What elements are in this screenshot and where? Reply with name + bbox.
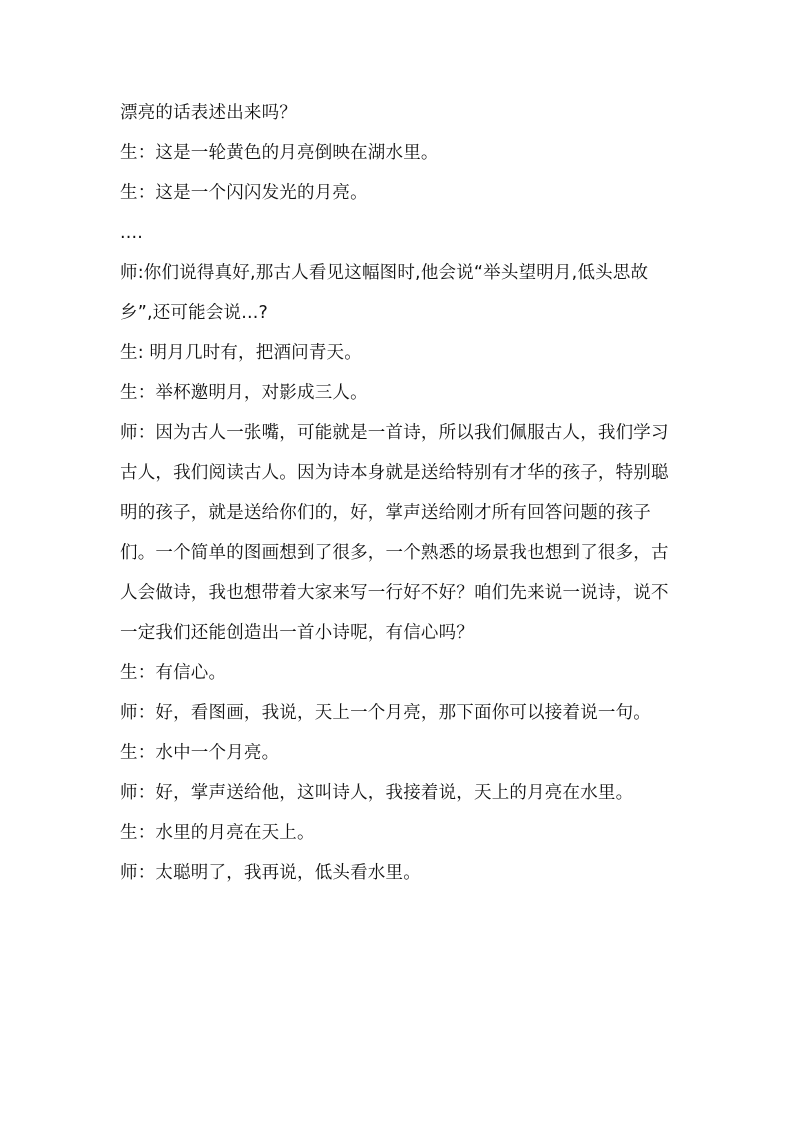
paragraph-3: 生：这是一个闪闪发光的月亮。 [120, 183, 368, 203]
paragraph-13: 生：水里的月亮在天上。 [120, 823, 315, 843]
paragraph-5: 师:你们说得真好,那古人看见这幅图时,他会说“举头望明月,低头思故乡”,还可能会说...? [120, 263, 649, 323]
paragraph-6: 生: 明月几时有，把酒问青天。 [120, 343, 362, 363]
paragraph-10: 师：好，看图画，我说，天上一个月亮，那下面你可以接着说一句。 [120, 703, 651, 723]
paragraph-8: 师：因为古人一张嘴，可能就是一首诗，所以我们佩服古人，我们学习古人，我们阅读古人。因为诗本身就是送给特别有才华的孩子，特别聪明的孩子，就是送给你们的，好，掌声送给刚才所有回答问题的孩子们。一个简单的图画想到了很多，一个熟悉的场景我也想到了很多，古人会做诗，我也想带着大家来写一行好不好？咱们先来说一说诗，说不一定我们还能创造出一首小诗呢，有信心吗？ [120, 423, 669, 643]
paragraph-14: 师：太聪明了，我再说，低头看水里。 [120, 863, 421, 883]
paragraph-4: .... [120, 223, 144, 243]
paragraph-9: 生：有信心。 [120, 663, 227, 683]
paragraph-7: 生：举杯邀明月，对影成三人。 [120, 383, 368, 403]
paragraph-11: 生：水中一个月亮。 [120, 743, 280, 763]
paragraph-2: 生：这是一轮黄色的月亮倒映在湖水里。 [120, 143, 439, 163]
paragraph-12: 师：好，掌声送给他，这叫诗人，我接着说，天上的月亮在水里。 [120, 783, 634, 803]
document-body [120, 93, 676, 893]
paragraph-1: 漂亮的话表述出来吗？ [120, 103, 297, 123]
